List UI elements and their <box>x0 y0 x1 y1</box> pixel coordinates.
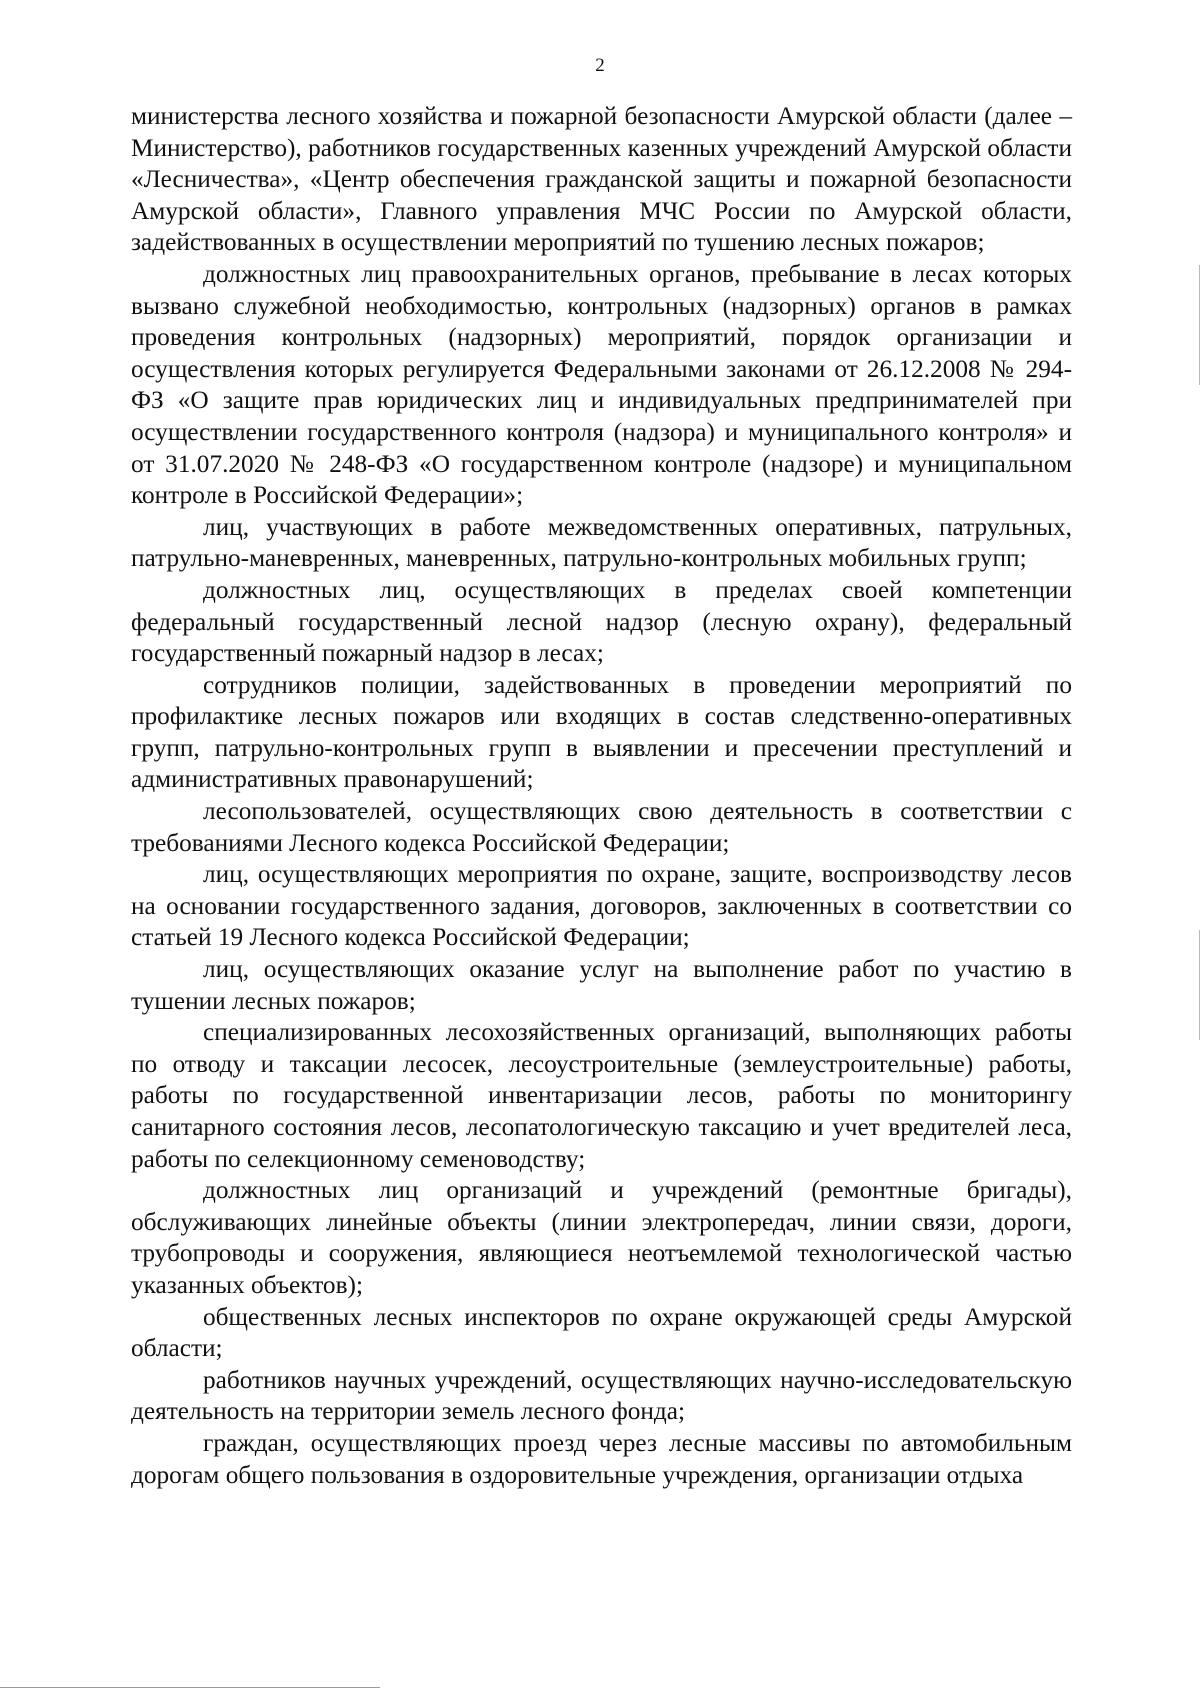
paragraph-continuation: министерства лесного хозяйства и пожарной безопасности Амурской области (далее – Министерство), работников государственных казенных учреждений Амурской области «Лесничества», «Центр обеспечения гражданской защиты и пожарной безопасности Амурской области», Главного управления МЧС России по Амурской области, задействованных в осуществлении мероприятий по тушению лесных пожаров; <box>131 102 1072 257</box>
scan-bottom-line <box>0 1687 380 1688</box>
paragraph-citizens-passage: граждан, осуществляющих проезд через лесные массивы по автомобильным дорогам общего пользования в оздоровительные учреждения, организации отдыха <box>131 1428 1072 1489</box>
paragraph-police-officers: сотрудников полиции, задействованных в проведении мероприятий по профилактике лесных пожаров или входящих в состав следственно-оперативных групп, патрульно-контрольных групп в выявлении и пресечении преступлений и административных правонарушений; <box>131 670 1072 794</box>
paragraph-specialized-organizations: специализированных лесохозяйственных организаций, выполняющих работы по отводу и таксации лесосек, лесоустроительные (землеустроительные) работы, работы по государственной инвентаризации лесов, работы по мониторингу санитарного состояния лесов, лесопатологическую таксацию и учет вредителей леса, работы по селекционному семеноводству; <box>131 1018 1072 1173</box>
page-number: 2 <box>595 55 605 76</box>
document-body <box>131 101 1072 1491</box>
paragraph-public-forest-inspectors: общественных лесных инспекторов по охране окружающей среды Амурской области; <box>131 1302 1072 1363</box>
paragraph-forest-users: лесопользователей, осуществляющих свою деятельность в соответствии с требованиями Лесного кодекса Российской Федерации; <box>131 797 1072 857</box>
paragraph-linear-objects-maintenance: должностных лиц организаций и учреждений (ремонтные бригады), обслуживающих линейные объекты (линии электропередач, линии связи, дороги, трубопроводы и сооружения, являющиеся неотъемлемой технологической частью указанных объектов); <box>131 1176 1072 1299</box>
paragraph-firefighting-services: лиц, осуществляющих оказание услуг на выполнение работ по участию в тушении лесных пожаров; <box>131 955 1072 1015</box>
paragraph-research-institutions: работников научных учреждений, осуществляющих научно-исследовательскую деятельность на территории земель лесного фонда; <box>131 1365 1072 1426</box>
paragraph-law-enforcement-officials: должностных лиц правоохранительных органов, пребывание в лесах которых вызвано служебной необходимостью, контрольных (надзорных) органов в рамках проведения контрольных (надзорных) мероприятий, порядок организации и осуществления которых регулируется Федеральными законами от 26.12.2008 № 294-ФЗ «О защите прав юридических лиц и индивидуальных предпринимателей при осуществлении государственного контроля (надзора) и муниципального контроля» и от 31.07.2020 № 248-ФЗ «О государственном контроле (надзоре) и муниципальном контроле в Российской Федерации»; <box>131 259 1072 510</box>
paragraph-forest-supervision-officials: должностных лиц, осуществляющих в пределах своей компетенции федеральный государственный лесной надзор (лесную охрану), федеральный государственный пожарный надзор в лесах; <box>131 575 1072 668</box>
paragraph-patrol-groups: лиц, участвующих в работе межведомственных оперативных, патрульных, патрульно-маневренных, маневренных, патрульно-контрольных мобильных групп; <box>131 512 1072 573</box>
paragraph-forest-protection-contractors: лиц, осуществляющих мероприятия по охране, защите, воспроизводству лесов на основании государственного задания, договоров, заключенных в соответствии со статьей 19 Лесного кодекса Российской Федерации; <box>131 860 1072 952</box>
